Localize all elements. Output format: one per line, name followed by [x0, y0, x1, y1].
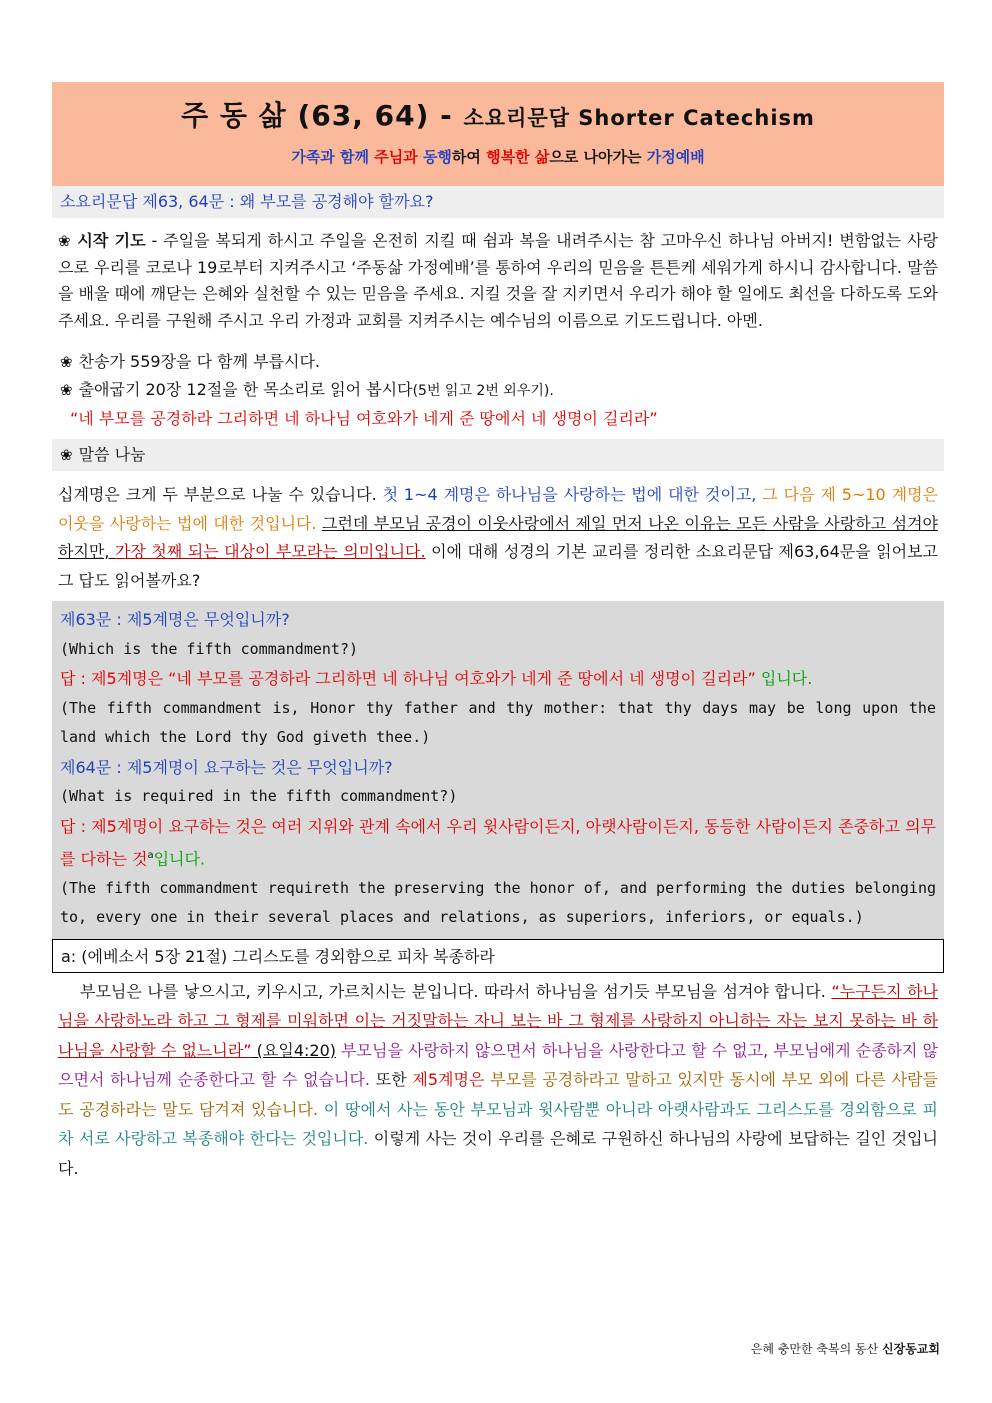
header-banner [52, 82, 944, 186]
catechism-box [52, 601, 944, 939]
footnote-marker: a [147, 850, 154, 861]
subtitle-part: 주님과 [374, 148, 423, 166]
reading-note: (5번 읽고 2번 외우기). [412, 383, 554, 399]
footnote: a: (에베소서 5장 21절) 그리스도를 경외함으로 피차 복종하라 [52, 939, 944, 973]
closing-text: 또한 [370, 1070, 413, 1090]
prayer-text: - 주일을 복되게 하시고 주일을 온전히 지킬 때 쉼과 복을 내려주시는 참 고마우신 하나님 아버지! 변함없는 사랑으로 우리를 코로나 19로부터 지켜주시고 ‘주동삶 가정예배’를 통하여 우리의 믿음을 튼튼케 세워가게 하시니 감사합니다. 말씀을 배울 때에 깨닫는 은혜와 실천할 수 있는 믿음을 주세요. 지킬 것을 잘 지키면서 우리가 해야 할 일에도 최선을 다하도록 도와주세요. 우리를 구원해 주시고 우리 가정과 교회를 지켜주시는 예수님의 이름으로 기도드립니다. 아멘. [58, 231, 938, 330]
sharing-text: 가장 첫째 되는 대상이 부모라는 의미입니다. [114, 542, 426, 561]
flower-icon: ❀ [60, 381, 73, 399]
worship-page [52, 82, 944, 1183]
answer-64-body: 여러 지위와 관계 속에서 우리 윗사람이든지, 아랫사람이든지, 동등한 사람이든지 존중하고 의무를 다하는 것 [60, 816, 936, 869]
sharing-bar [52, 439, 944, 471]
answer-64 [60, 812, 936, 874]
answer-63-end: 입니다. [755, 669, 813, 688]
subtitle-part: 행복한 삶 [486, 148, 550, 166]
title-main: 주 동 삶 (63, 64) - [181, 99, 464, 132]
answer-64-en: (The fifth commandment requireth the preserving the honor of, and performing the duties belonging to, every one in their several places and relations, as superiors, inferiors, or equals.) [60, 878, 936, 927]
reading-verse: “네 부모를 공경하라 그리하면 네 하나님 여호와가 네게 준 땅에서 네 생명이 길리라” [70, 409, 658, 428]
question-63: 제63문 : 제5계명은 무엇입니까? [60, 610, 290, 629]
closing-text: 이렇게 사는 것이 우리를 은혜로 구원하신 하나님의 사랑에 보답하는 길인 것입니다. [58, 1129, 938, 1178]
topic-bar: 소요리문답 제63, 64문 : 왜 부모를 공경해야 할까요? [52, 186, 944, 218]
reading-text: 출애굽기 20장 12절을 한 목소리로 읽어 봅시다 [78, 380, 413, 399]
answer-64-label: 답 : 제5계명이 요구하는 것은 [60, 816, 272, 836]
closing-text: 부모님은 나를 낳으시고, 키우시고, 가르치시는 분입니다. 따라서 하나님을 섬기듯 부모님을 섬겨야 합니다. [80, 981, 832, 1001]
hymn-text: 찬송가 559장을 다 함께 부릅시다. [78, 352, 321, 371]
answer-63-label: 답 : 제5계명은 [60, 669, 169, 688]
closing-text: 부모님을 사랑하지 않으면서 하나님을 사랑한다고 할 수 없고, 부모님에게 순종하지 않으면서 하나님께 순종한다고 할 수 없습니다. [58, 1040, 938, 1090]
sharing-paragraph [52, 481, 944, 595]
sharing-text: 그 다음 제 5~10 계명은 이웃을 사랑하는 법에 대한 것입니다. [58, 485, 938, 533]
answer-63-quote: “네 부모를 공경하라 그리하면 네 하나님 여호와가 네게 준 땅에서 네 생명이 길리라” [168, 669, 756, 688]
subtitle-part: 하여 [451, 148, 487, 166]
page-title [52, 96, 944, 138]
answer-63 [60, 664, 936, 694]
flower-icon: ❀ [58, 232, 72, 250]
question-64: 제64문 : 제5계명이 요구하는 것은 무엇입니까? [60, 757, 393, 777]
reading-line [52, 376, 944, 405]
subtitle-part: 으로 나아가는 [549, 148, 647, 166]
flower-icon: ❀ [60, 446, 73, 464]
sharing-text: 이에 대해 성경의 기본 교리를 정리한 소요리문답 제63,64문을 읽어보고 그 답도 읽어볼까요? [58, 542, 938, 590]
closing-text: 제5계명은 [412, 1070, 491, 1090]
closing-ref: (요일4:20) [251, 1040, 336, 1060]
closing-quote: “누구든지 하나님을 사랑하노라 하고 그 형제를 미워하면 이는 거짓말하는 자니 보는 바 그 형제를 사랑하지 아니하는 자는 보지 못하는 바 하나님을 사랑할 수 없느니라” [58, 981, 938, 1060]
subtitle-part: 동행 [422, 148, 452, 166]
hymn-line [52, 348, 944, 376]
closing-text: 부모를 공경하라고 말하고 있지만 동시에 부모 외에 다른 사람들도 공경하라는 말도 담겨져 있습니다. [58, 1070, 938, 1119]
flower-icon: ❀ [60, 353, 73, 371]
footer-text: 은혜 충만한 축복의 동산 [750, 1342, 883, 1356]
church-name: 신장동교회 [882, 1342, 940, 1356]
question-63-en: (Which is the fifth commandment?) [60, 639, 359, 658]
prayer-label: 시작 기도 [77, 231, 146, 250]
title-sub: 소요리문답 Shorter Catechism [463, 106, 815, 130]
footer [751, 1340, 940, 1357]
answer-64-end: 입니다. [153, 849, 206, 869]
closing-paragraph [52, 977, 944, 1184]
question-64-en: (What is required in the fifth commandment?) [60, 787, 458, 805]
sharing-text: 십계명은 크게 두 부분으로 나눌 수 있습니다. [58, 485, 383, 504]
sharing-text: 첫 1~4 계명은 하나님을 사랑하는 법에 대한 것이고, [382, 485, 763, 504]
opening-prayer [52, 228, 944, 334]
answer-63-en: (The fifth commandment is, Honor thy father and thy mother: that thy days may be long upon the land which the Lord thy God giveth thee.) [60, 698, 936, 746]
subtitle [52, 146, 944, 167]
subtitle-part: 가정예배 [646, 148, 705, 166]
closing-text: 이 땅에서 사는 동안 부모님과 윗사람뿐 아니라 아랫사람과도 그리스도를 경외함으로 피차 서로 사랑하고 복종해야 한다는 것입니다. [58, 1099, 938, 1149]
sharing-bar-label: 말씀 나눔 [78, 445, 146, 464]
subtitle-part: 가족과 함께 [291, 148, 375, 166]
sharing-text: 그런데 부모님 공경이 이웃사랑에서 제일 먼저 나온 이유는 모든 사람을 사랑하고 섬겨야 하지만, [58, 513, 938, 561]
